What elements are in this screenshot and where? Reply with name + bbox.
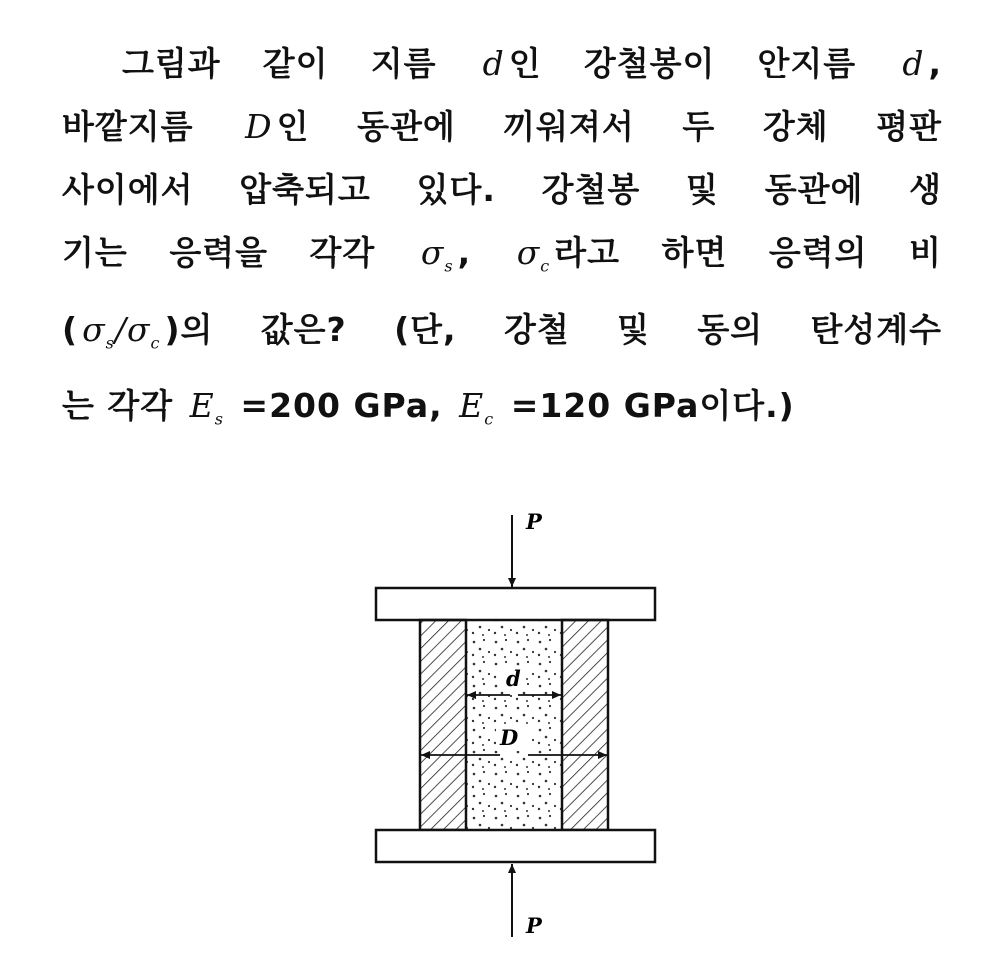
load-label-bottom: P bbox=[526, 913, 542, 938]
copper-tube-right-wall bbox=[562, 620, 608, 830]
text-segment: 그림과 같이 지름 bbox=[122, 44, 479, 83]
var-D: D bbox=[245, 107, 273, 146]
sigma-c bbox=[513, 233, 555, 276]
modulus-copper bbox=[455, 386, 498, 429]
problem-line-5 bbox=[62, 298, 942, 375]
subscript-s: s bbox=[214, 409, 224, 429]
text-segment: , bbox=[457, 233, 513, 272]
sigma-symbol: σ bbox=[420, 233, 445, 272]
load-label-top: P bbox=[526, 509, 542, 534]
text-segment: 는 각각 bbox=[62, 386, 186, 426]
dim-D-label: D bbox=[500, 725, 519, 750]
problem-line-4 bbox=[62, 221, 942, 298]
sigma-s bbox=[417, 233, 458, 276]
copper-tube-left-wall bbox=[420, 620, 466, 830]
sigma-ratio bbox=[78, 309, 164, 353]
problem-line-1 bbox=[62, 32, 942, 95]
text-segment: )의 값은? (단, 강철 및 동의 탄성계수 bbox=[164, 309, 942, 349]
var-d: d bbox=[482, 44, 505, 83]
modulus-steel bbox=[186, 386, 228, 429]
bottom-plate bbox=[376, 830, 655, 862]
e-symbol: E bbox=[189, 386, 215, 426]
problem-line-3: 사이에서 압축되고 있다. 강철봉 및 동관에 생 bbox=[62, 170, 942, 209]
problem-text bbox=[62, 32, 942, 451]
text-segment: =120 GPa이다.) bbox=[498, 386, 795, 426]
text-segment: , bbox=[928, 44, 942, 83]
text-segment: ( bbox=[62, 309, 79, 349]
text-segment: 인 강철봉이 안지름 bbox=[508, 44, 899, 83]
compression-figure bbox=[360, 505, 670, 950]
slash: / bbox=[114, 309, 127, 349]
subscript-c: c bbox=[150, 333, 161, 353]
subscript-c: c bbox=[540, 256, 551, 276]
subscript-c: c bbox=[484, 409, 495, 429]
dim-d-label: d bbox=[506, 666, 521, 691]
top-plate bbox=[376, 588, 655, 620]
text-segment: =200 GPa, bbox=[227, 386, 456, 426]
text-segment: 인 동관에 끼워져서 두 강체 평판 bbox=[276, 107, 942, 146]
text-segment: 기는 응력을 각각 bbox=[62, 233, 417, 272]
e-symbol: E bbox=[459, 386, 485, 426]
problem-line-2 bbox=[62, 95, 942, 158]
text-segment: 바깥지름 bbox=[62, 107, 242, 146]
sigma-symbol: σ bbox=[516, 233, 541, 272]
subscript-s: s bbox=[105, 333, 115, 353]
figure-svg bbox=[360, 505, 670, 950]
sigma-symbol: σ bbox=[126, 309, 151, 349]
text-segment: 라고 하면 응력의 비 bbox=[554, 233, 942, 272]
problem-line-6 bbox=[62, 374, 942, 451]
sigma-symbol: σ bbox=[82, 309, 106, 349]
var-d: d bbox=[902, 44, 925, 83]
subscript-s: s bbox=[444, 256, 454, 276]
